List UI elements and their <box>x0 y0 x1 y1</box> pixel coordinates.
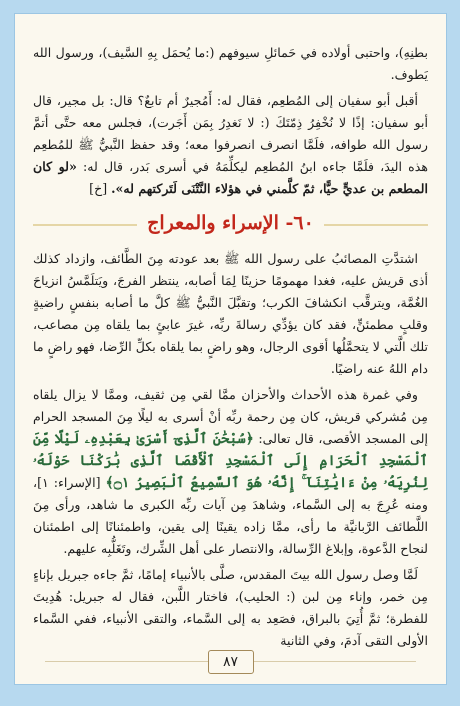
paragraph-text: وفي غمرة هذه الأحداث والأحزان ممَّا لقي مِن ثقيف، وممَّا لا يزال يلقاه مِن مُشركي قريش، كان مِن رحمة ربِّه أنْ أسرى به ليلًا مِنَ المسجد الحرام إلى المسجد الأقصى، قال تعالى: <box>33 387 428 446</box>
page-number: ٨٧ <box>208 650 254 674</box>
page-footer <box>15 650 446 674</box>
paragraph-text: أقبل أبو سفيان إلى المُطعِم، فقال له: أَمُجيرٌ أم تابعٌ؟ قال: بل مجير، قال أبو سفيان: إذًا لا نُخْفِرُ ذِمّتَكَ (: لا نَغدِرُ بِمَن أَجَرت)، فجلس معه حتَّى أتمَّ رسول الله طوافه، فلَمَّا انصرف انصرفوا معه؛ وقد حفظ النَّبيُّ ﷺ للمُطعِم هذه اليدَ، فلَمَّا جاءه ابنُ المُطعِم ليكلِّمَهُ في أسرى بَدر، قال له: <box>33 93 428 174</box>
book-page <box>15 14 446 684</box>
paragraph <box>33 384 428 560</box>
section-heading-wrap <box>33 210 428 240</box>
paragraph <box>33 90 428 200</box>
section-heading: ٦٠- الإسراء والمعراج <box>137 212 324 234</box>
paragraph: اشتدَّتِ المصائبُ على رسول الله ﷺ بعد عودته مِنَ الطَّائف، وازداد كذلك أذى قريش عليه، فغدا مهمومًا حزينًا لِمَا أصابه، ينتظر الفرجَ، ويَتلَمَّسُ انزياحَ الغُمَّة، ويترقَّب انكشافَ الكرب؛ وتقبَّلَ النَّبيُّ ﷺ كلَّ ما أصابه بنفسٍ راضيةٍ وقلبٍ مطمئنٍّ، فقد كان يؤدِّي رسالةَ ربِّه، غيرَ عابئٍ بما يلقاه مِن مصاعب، تلك الَّتي لا يتحمَّلُها أقوى الرجال، وهو راضٍ بما يلقاه بكلِّ الرِّضا، فهو راضٍ ما دام اللهُ عنه راضيًا. <box>33 251 428 376</box>
hadith-reference: [خ] <box>89 181 108 196</box>
paragraph: لَمَّا وصل رسول الله بيتَ المقدس، صلَّى بالأنبياء إمامًا، ثمَّ جاءه جبريل بإناءٍ مِن خمر، وإناء مِن لبن (: الحليب)، فاختار اللَّبن، فقال له جبريل: هُدِيتَ للفطرة؛ ثمَّ أُتِيَ بالبراق، فصَعِد به إلى السَّماء، والتقى الأنبياء، ففي السَّماء الأولى التقى آدمَ، وفي الثانية <box>33 567 428 648</box>
paragraph-text: [الإسراء: ١]، ومنه عُرِجَ به إلى السَّماء، وشاهدَ مِن آيات ربِّه الكبرى ما شاهد، ورأى مِنَ اللَّطائف الرَّبانيَّة ما رأى، ممَّا زاده يقينًا إلى يقين، واطمئنانًا إلى اطمئنان لنجاح الدَّعوة، وإبلاغ الرِّسالة، والانتصار على أهل الشِّرك، وتَغَلُّبِه عليهم. <box>33 475 428 556</box>
quran-verse: ﴿سُبْحَٰنَ ٱلَّذِىٓ أَسْرَىٰ بِعَبْدِهِۦ لَيْلًا مِّنَ ٱلْمَسْجِدِ ٱلْحَرَامِ إِلَى ٱلْمَسْجِدِ ٱلْأَقْصَا ٱلَّذِى بَٰرَكْنَا حَوْلَهُۥ لِنُرِيَهُۥ مِنْ ءَايَٰتِنَآ ۚ إِنَّهُۥ هُوَ ٱلسَّمِيعُ ٱلْبَصِيرُ ۝١﴾ <box>33 431 428 491</box>
page-text <box>33 42 428 656</box>
paragraph: بطنِهِ)، واحتبى أولاده في حَمائلِ سيوفهم (:ما يُحمَل بِهِ السَّيف)، ورسول الله يَطوف. <box>33 45 428 82</box>
hadith-quote: «لو كان المطعم بن عديٍّ حيًّا، ثمّ كلَّمني في هؤلاء النَّتْنَى لَتَركتهم له». <box>33 159 428 196</box>
